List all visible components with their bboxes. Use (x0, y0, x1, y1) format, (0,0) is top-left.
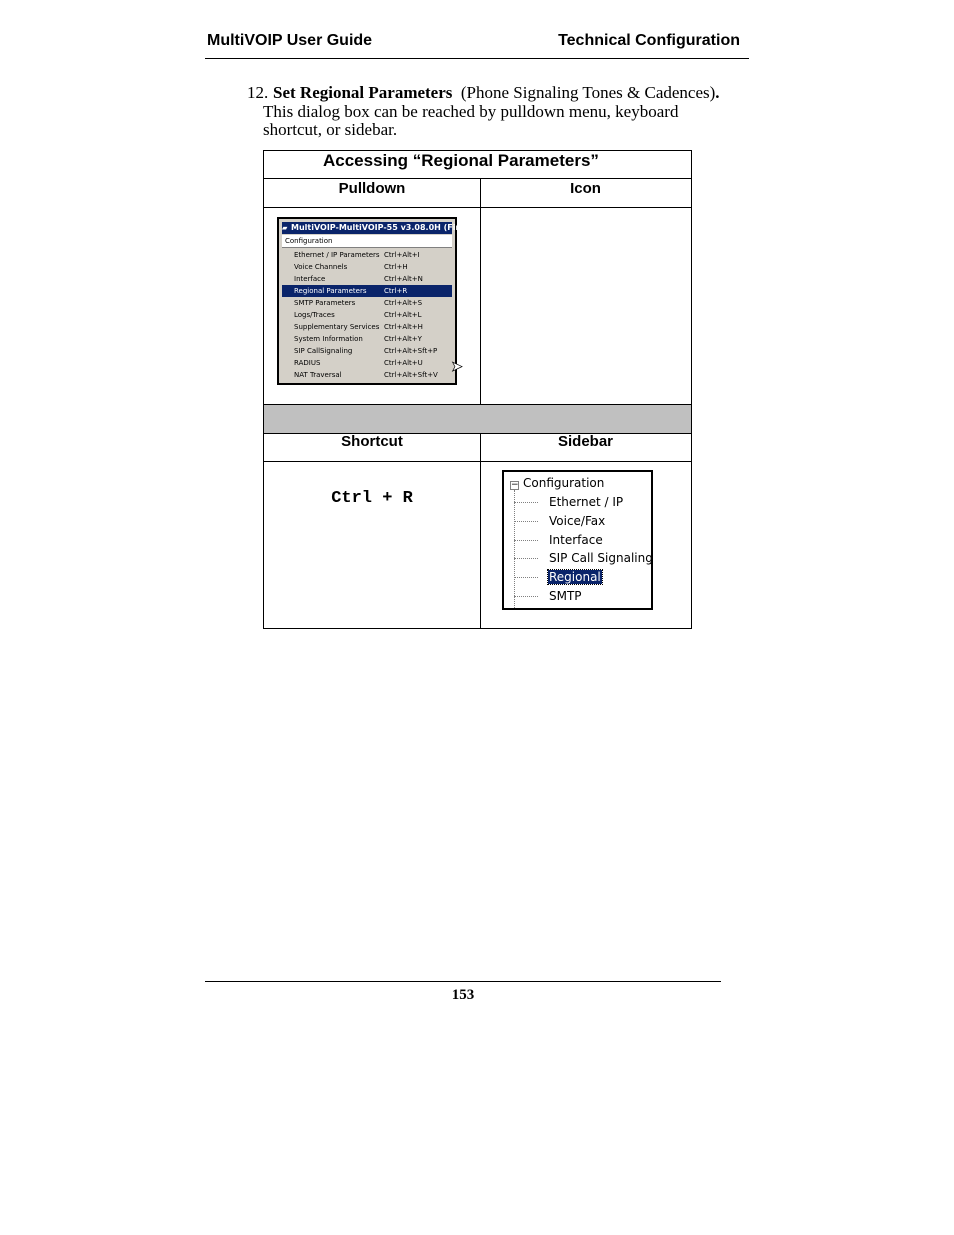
step-subtitle: (Phone Signaling Tones & Cadences) (460, 83, 716, 102)
tree-branch-line (514, 577, 538, 578)
menu-configuration[interactable]: Configuration (282, 235, 452, 248)
table-column-divider (480, 178, 481, 628)
tree-root-configuration[interactable] (510, 476, 604, 490)
step-title: Set Regional Parameters (273, 83, 453, 102)
page-number: 153 (451, 987, 475, 1003)
menu-item[interactable] (282, 345, 452, 357)
table-rule (264, 404, 691, 405)
tree-item[interactable] (514, 533, 604, 547)
tree-item-label: SIP Call Signaling (549, 551, 653, 566)
menu-item-shortcut: Ctrl+Alt+N (384, 275, 423, 283)
tree-item[interactable] (514, 570, 602, 584)
menu-item[interactable] (282, 285, 452, 297)
menu-item-shortcut: Ctrl+Alt+Sft+V (384, 371, 438, 379)
menu-item[interactable] (282, 309, 452, 321)
access-methods-table (263, 150, 692, 629)
tree-branch-line (514, 540, 538, 541)
window-titlebar (282, 222, 476, 234)
keyboard-shortcut: Ctrl + R (331, 489, 413, 508)
sidebar-tree-screenshot (502, 470, 653, 610)
column-header-sidebar: Sidebar (557, 433, 614, 450)
menu-item-shortcut: Ctrl+Alt+U (384, 359, 423, 367)
tree-item[interactable] (514, 589, 583, 603)
tree-branch-line (514, 558, 538, 559)
menu-item-shortcut: Ctrl+Alt+S (384, 299, 423, 307)
running-header-title: MultiVOIP User Guide (207, 32, 373, 49)
gray-spacer-row (264, 404, 691, 433)
menu-item-shortcut: Ctrl+R (384, 287, 408, 295)
footer-rule (205, 981, 721, 982)
column-header-shortcut: Shortcut (341, 433, 403, 450)
menu-item-label: Supplementary Services (294, 323, 380, 331)
tree-item[interactable] (514, 495, 624, 509)
tree-branch-line (514, 521, 538, 522)
menu-item-label: Ethernet / IP Parameters (294, 251, 380, 259)
tree-branch-line (514, 596, 538, 597)
menu-item[interactable] (282, 261, 452, 273)
menu-item-shortcut: Ctrl+H (384, 263, 408, 271)
window-title: MultiVOIP-MultiVOIP-55 v3.08.0H (Firmw (291, 223, 476, 232)
step-paragraph (247, 84, 727, 140)
menu-item[interactable] (282, 297, 452, 309)
table-rule (264, 207, 691, 208)
pulldown-menu-screenshot (277, 217, 476, 385)
menu-item-label: System Information (294, 335, 363, 343)
step-number: 12. (247, 83, 269, 102)
menu-item[interactable] (282, 273, 452, 285)
menu-item-shortcut: Ctrl+Alt+L (384, 311, 422, 319)
column-header-pulldown: Pulldown (338, 180, 406, 197)
tree-root-label: Configuration (523, 476, 605, 490)
menu-item-label: Voice Channels (294, 263, 348, 271)
menu-item-shortcut: Ctrl+Alt+Y (384, 335, 422, 343)
menu-item-shortcut: Ctrl+Alt+Sft+P (384, 347, 438, 355)
header-rule (205, 58, 749, 59)
menu-item-label: Interface (294, 275, 326, 283)
menu-items (282, 249, 452, 381)
menu-item-shortcut: Ctrl+Alt+H (384, 323, 423, 331)
table-rule (264, 178, 691, 179)
tree-item-label: Voice/Fax (549, 513, 606, 528)
menu-item-label: SIP CallSignaling (294, 347, 353, 355)
tree-item-label: SMTP (549, 589, 582, 603)
menu-item-label: NAT Traversal (294, 371, 342, 379)
tree-item-label: Regional (549, 570, 601, 585)
mouse-pointer-icon: ➤ (451, 359, 463, 375)
menu-item-label: Regional Parameters (294, 287, 367, 295)
menu-item[interactable] (282, 249, 452, 261)
running-header-section: Technical Configuration (558, 32, 740, 49)
app-icon: ▰ (282, 224, 288, 232)
table-title: Accessing “Regional Parameters” (323, 151, 599, 170)
tree-item[interactable] (514, 551, 654, 565)
menu-item[interactable] (282, 369, 452, 381)
step-description: This dialog box can be reached by pulldown menu, keyboard shortcut, or sidebar. (263, 101, 679, 139)
table-rule (264, 461, 691, 462)
collapse-icon[interactable]: − (511, 480, 519, 490)
tree-item-label: Interface (549, 532, 603, 547)
menu-item[interactable] (282, 333, 452, 345)
menu-item-label: SMTP Parameters (294, 299, 356, 307)
menu-item-shortcut: Ctrl+Alt+I (384, 251, 420, 259)
menu-item-label: RADIUS (294, 359, 321, 367)
column-header-icon: Icon (570, 180, 601, 197)
menu-item[interactable] (282, 357, 452, 369)
menu-item-label: Logs/Traces (294, 311, 335, 319)
tree-branch-line (514, 502, 538, 503)
menu-item[interactable] (282, 321, 452, 333)
tree-item[interactable] (514, 514, 606, 528)
step-period: . (715, 83, 720, 102)
tree-item-label: Ethernet / IP (549, 495, 624, 509)
